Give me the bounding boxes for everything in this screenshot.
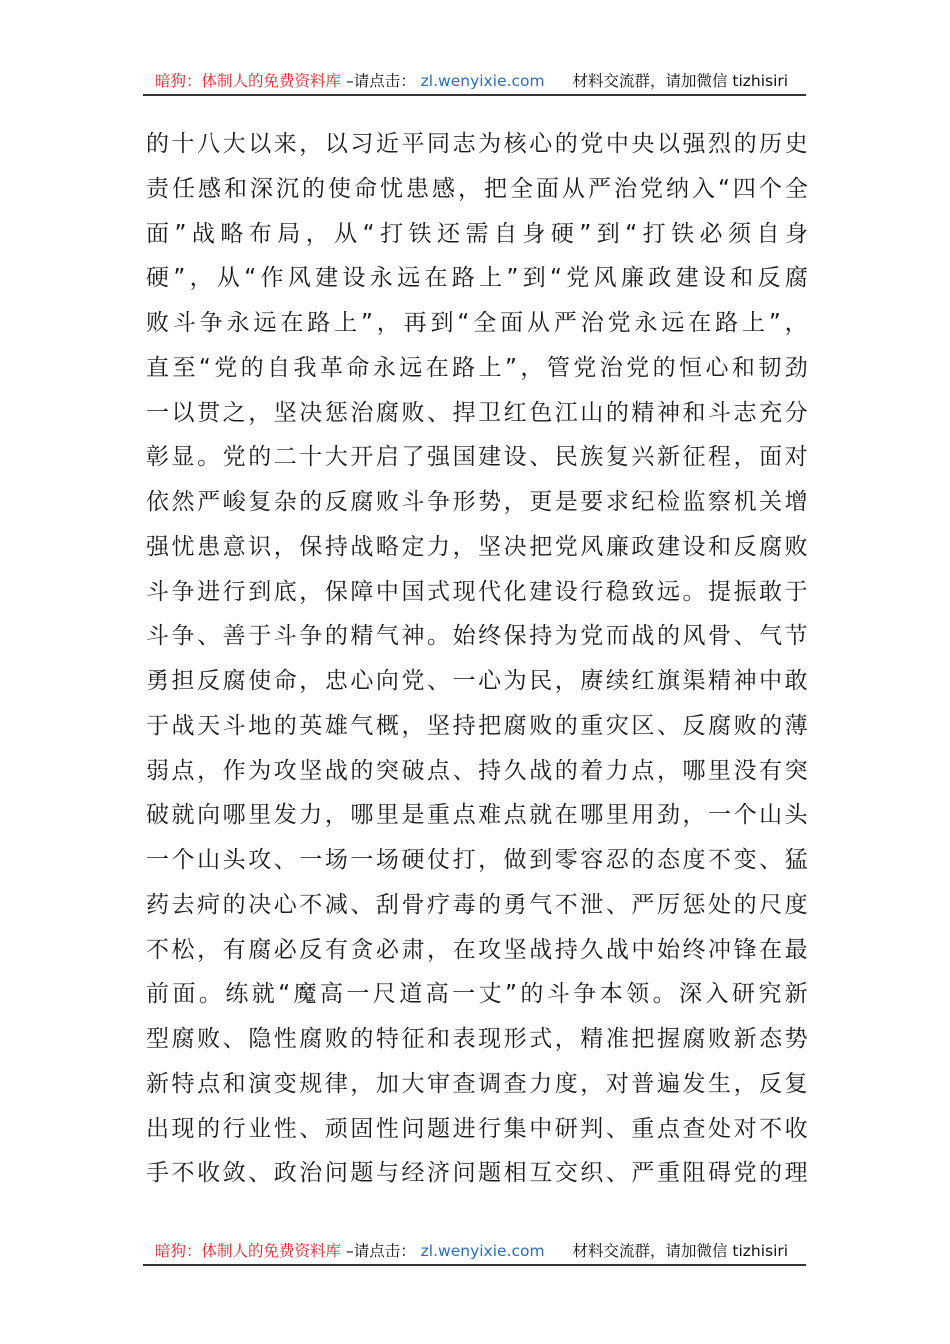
body-text-line: 强 忧 患 意 识 ， 保 持 战 略 定 力 ， 坚 决 把 党 风 廉 政 建 设 和 反 腐 败	[146, 533, 808, 560]
page-footer	[143, 1236, 806, 1266]
body-text-line: 一 个 山 头 攻 、 一 场 一 场 硬 仗 打 ， 做 到 零 容 忍 的 态 度 不 变 、 猛	[146, 847, 808, 873]
body-text-line: 彰 显 。 党 的 二 十 大 开 启 了 强 国 建 设 、 民 族 复 兴 新 征 程 ， 面 对	[146, 444, 808, 471]
body-text-line: 药 去 疴 的 决 心 不 减 、 刮 骨 疗 毒 的 勇 气 不 泄 、 严 厉 惩 处 的 尺 度	[146, 891, 808, 918]
body-text-line: 依 然 严 峻 复 杂 的 反 腐 败 斗 争 形 势 ， 更 是 要 求 纪 检 监 察 机 关 增	[146, 489, 808, 515]
footer-brand: 暗狗：体制人的免费资料库	[155, 1242, 342, 1260]
body-text-line: 手 不 收 敛 、 政 治 问 题 与 经 济 问 题 相 互 交 织 、 严 重 阻 碍 党 的 理	[146, 1160, 808, 1187]
body-text-line: 斗 争 、 善 于 斗 争 的 精 气 神 。 始 终 保 持 为 党 而 战 的 风 骨 、 气 节	[146, 623, 808, 650]
body-text-line: 前 面 。 练 就 “ 魔 高 一 尺 道 高 一 丈 ” 的 斗 争 本 领 。 深 入 研 究 新	[146, 981, 808, 1008]
body-text-line: 面 ” 战 略 布 局 ， 从 “ 打 铁 还 需 自 身 硬 ” 到 “ 打 铁 必 须 自 身	[146, 220, 808, 247]
body-text-line: 不 松 ， 有 腐 必 反 有 贪 必 肃 ， 在 攻 坚 战 持 久 战 中 始 终 冲 锋 在 最	[146, 936, 808, 963]
body-text-line: 勇 担 反 腐 使 命 ， 忠 心 向 党 、 一 心 为 民 ， 赓 续 红 旗 渠 精 神 中 敢	[146, 668, 808, 694]
document-body	[146, 122, 808, 1196]
body-text-line: 直 至 “ 党 的 自 我 革 命 永 远 在 路 上 ” ， 管 党 治 党 的 恒 心 和 韧 劲	[146, 354, 808, 381]
body-text-line: 败 斗 争 永 远 在 路 上 ” ， 再 到 “ 全 面 从 严 治 党 永 远 在 路 上 ” ，	[146, 310, 808, 336]
footer-group-note: 材料交流群，请加微信 tizhisiri	[572, 1242, 789, 1260]
header-brand: 暗狗：体制人的免费资料库	[155, 72, 342, 90]
body-text-line: 斗 争 进 行 到 底 ， 保 障 中 国 式 现 代 化 建 设 行 稳 致 远 。 提 振 敢 于	[146, 578, 808, 605]
header-group-note: 材料交流群，请加微信 tizhisiri	[572, 72, 789, 90]
body-text-line: 于 战 天 斗 地 的 英 雄 气 概 ， 坚 持 把 腐 败 的 重 灾 区 、 反 腐 败 的 薄	[146, 712, 808, 739]
header-link[interactable]: zl.wenyixie.com	[420, 72, 545, 90]
body-text-line: 硬 ” ， 从 “ 作 风 建 设 永 远 在 路 上 ” 到 “ 党 风 廉 政 建 设 和 反 腐	[146, 265, 808, 292]
body-text-line: 弱 点 ， 作 为 攻 坚 战 的 突 破 点 、 持 久 战 的 着 力 点 ， 哪 里 没 有 突	[146, 757, 808, 784]
body-text-line: 新 特 点 和 演 变 规 律 ， 加 大 审 查 调 查 力 度 ， 对 普 遍 发 生 ， 反 复	[146, 1070, 808, 1097]
footer-link[interactable]: zl.wenyixie.com	[420, 1242, 545, 1260]
body-text-line: 一 以 贯 之 ， 坚 决 惩 治 腐 败 、 捍 卫 红 色 江 山 的 精 神 和 斗 志 充 分	[146, 399, 808, 426]
page-header	[143, 66, 806, 96]
body-text-line: 型 腐 败 、 隐 性 腐 败 的 特 征 和 表 现 形 式 ， 精 准 把 握 腐 败 新 态 势	[146, 1026, 808, 1052]
body-text-line: 责 任 感 和 深 沉 的 使 命 忧 患 感 ， 把 全 面 从 严 治 党 纳 入 “ 四 个 全	[146, 175, 808, 202]
body-text-line: 的 十 八 大 以 来 ， 以 习 近 平 同 志 为 核 心 的 党 中 央 以 强 烈 的 历 史	[146, 131, 808, 157]
body-text-line: 破 就 向 哪 里 发 力 ， 哪 里 是 重 点 难 点 就 在 哪 里 用 劲 ， 一 个 山 头	[146, 802, 808, 829]
footer-prompt: –请点击：	[345, 1242, 416, 1260]
header-prompt: –请点击：	[345, 72, 416, 90]
body-text-line: 出 现 的 行 业 性 、 顽 固 性 问 题 进 行 集 中 研 判 、 重 点 查 处 对 不 收	[146, 1115, 808, 1142]
